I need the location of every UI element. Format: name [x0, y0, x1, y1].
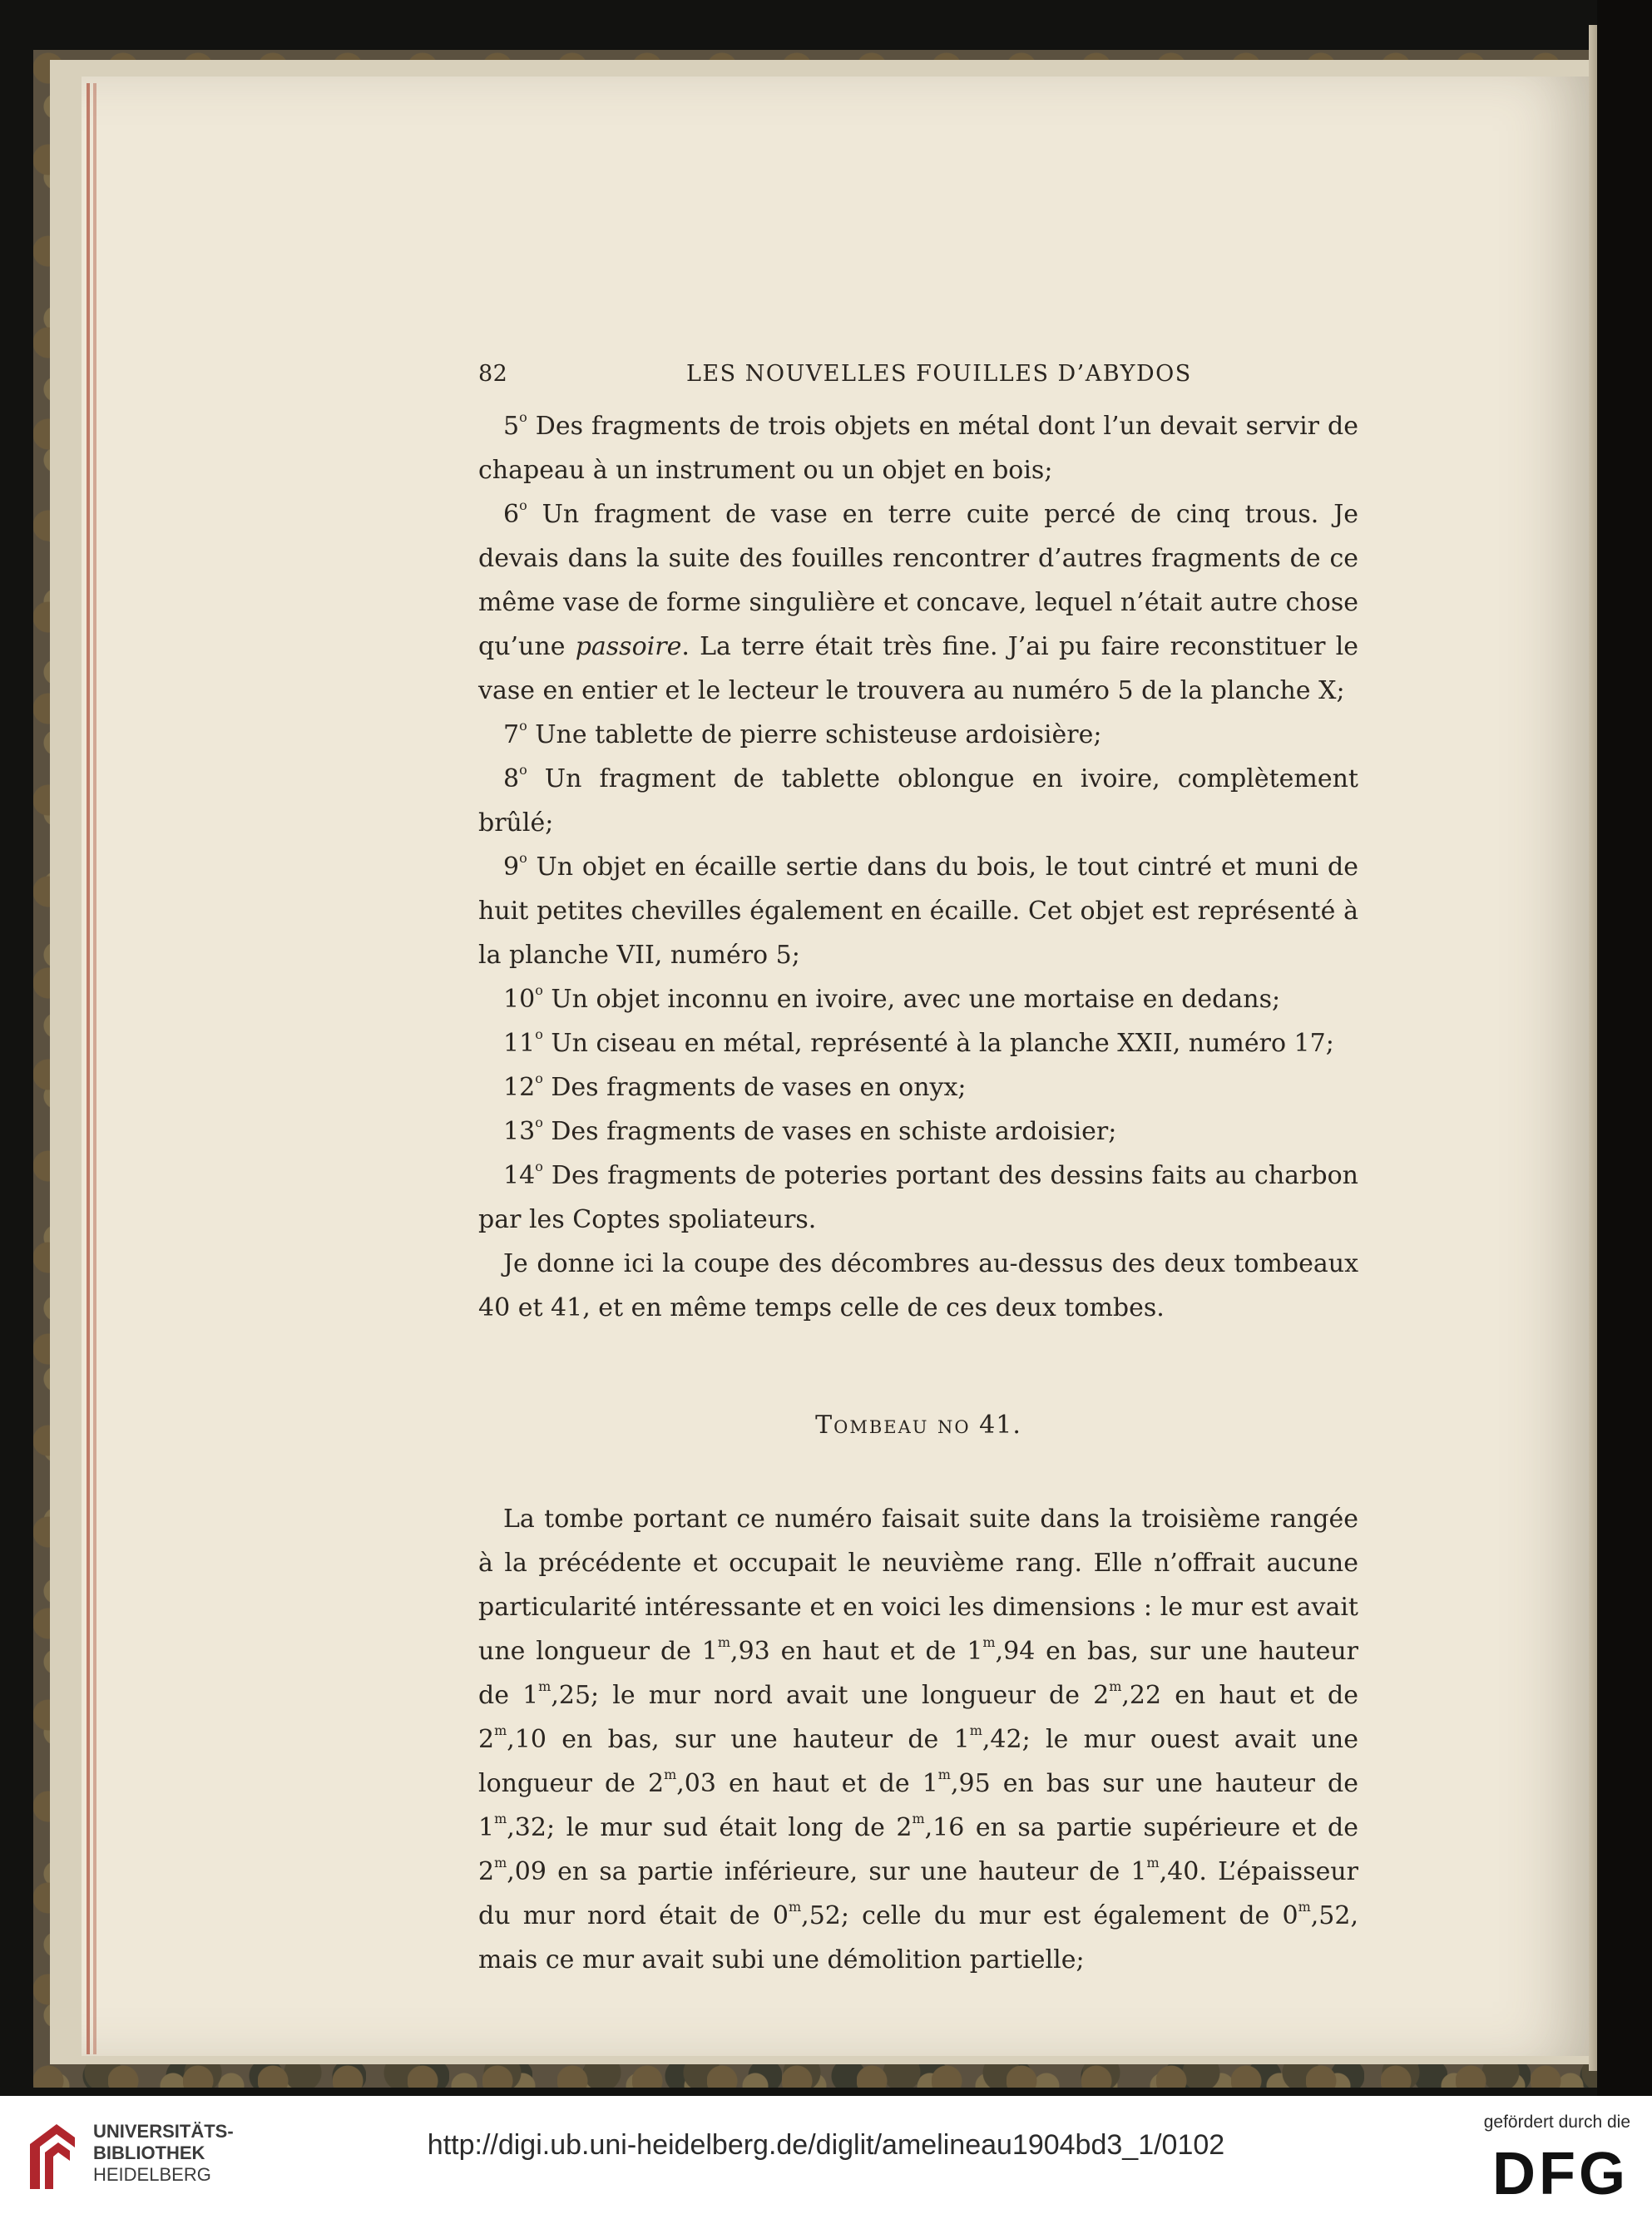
degree-mark: o	[519, 718, 527, 734]
metre-mark: m	[1109, 1678, 1122, 1694]
paragraph-text: ,16 en sa partie supérieure et de 2	[478, 1813, 1358, 1886]
list-item-text: Un objet en écaille sertie dans du bois, le tout cintré et muni de huit petites chevilles également en écaille. Cet objet est représenté à la planche VII, numéro 5;	[478, 852, 1358, 970]
paragraph-text: ,52, mais ce mur avait subi une démolition partielle;	[478, 1901, 1358, 1974]
paragraph-text: ,03 en haut et de 1	[676, 1769, 938, 1798]
page-edge-rule	[87, 83, 90, 2054]
list-item	[478, 977, 1358, 1021]
degree-mark: o	[519, 409, 527, 425]
list-item-ordinal: 13	[503, 1117, 536, 1146]
library-name-line: BIBLIOTHEK	[93, 2142, 205, 2163]
list-item	[478, 1109, 1358, 1154]
paragraph-text: ,10 en bas, sur une hauteur de 1	[507, 1725, 970, 1754]
paragraph-text: ,93 en haut et de 1	[730, 1637, 983, 1666]
metre-mark: m	[538, 1678, 551, 1694]
section-heading	[478, 1403, 1358, 1447]
metre-mark: m	[937, 1767, 951, 1782]
list-item-text: Un fragment de vase en terre cuite percé de cinq trous. Je devais dans la suite des fouilles rencontrer d’autres fragments de ce même vase de forme singulière et concave, lequel n’était autre chose qu’une	[478, 500, 1358, 661]
enumerated-list	[478, 404, 1358, 1242]
list-item-text: . La terre était très fine. J’ai pu faire reconstituer le vase en entier et le lecteur le trouvera au numéro 5 de la planche X;	[478, 632, 1359, 705]
list-item	[478, 713, 1358, 757]
list-item-ordinal: 9	[503, 852, 520, 882]
paragraph-text: La tombe portant ce numéro faisait suite dans la troisième rangée à la précédente et occupait le neuvième rang. Elle n’offrait aucune particularité intéressante et en voici les dimensions : le mur est avait une longueur de 1	[478, 1505, 1358, 1666]
list-item-ordinal: 8	[503, 764, 520, 793]
tomb-description-paragraph	[478, 1497, 1358, 1982]
metre-mark: m	[912, 1811, 925, 1826]
metre-mark: m	[494, 1722, 507, 1738]
list-item-ordinal: 7	[503, 720, 520, 749]
list-item-ordinal: 10	[503, 985, 536, 1014]
metre-mark: m	[1298, 1899, 1311, 1915]
metre-mark: m	[664, 1767, 677, 1782]
metre-mark: m	[1146, 1855, 1160, 1871]
metre-mark: m	[788, 1899, 802, 1915]
degree-mark: o	[535, 1070, 543, 1086]
paragraph-text: ,40. L’épaisseur du mur nord était de 0	[478, 1857, 1359, 1930]
paragraph-text: ,94 en bas, sur une hauteur de 1	[478, 1637, 1359, 1710]
running-title: LES NOUVELLES FOUILLES D’ABYDOS	[686, 361, 1192, 387]
list-item-ordinal: 11	[503, 1029, 536, 1058]
paragraph-text: ,52; celle du mur est également de 0	[801, 1901, 1298, 1930]
metre-mark: m	[717, 1634, 731, 1650]
degree-mark: o	[519, 850, 527, 866]
list-item	[478, 492, 1358, 713]
list-item	[478, 845, 1358, 977]
list-item	[478, 1065, 1358, 1109]
degree-mark: o	[535, 982, 543, 998]
degree-mark: o	[535, 1114, 543, 1130]
list-item-text: Un fragment de tablette oblongue en ivoire, complètement brûlé;	[478, 764, 1358, 838]
page-edge-rule	[93, 83, 96, 2054]
degree-mark: o	[519, 762, 527, 778]
footer-bar	[0, 2096, 1652, 2214]
list-item-ordinal: 14	[503, 1161, 536, 1190]
library-name-line: UNIVERSITÄTS-	[93, 2121, 234, 2142]
italic-term: passoire	[575, 632, 682, 661]
list-item-text: Un ciseau en métal, représenté à la planche XXII, numéro 17;	[542, 1029, 1334, 1058]
running-head	[478, 361, 1318, 394]
list-item-text: Des fragments de vases en onyx;	[542, 1073, 967, 1102]
paragraph-text: ,09 en sa partie inférieure, sur une hauteur de 1	[507, 1857, 1147, 1886]
closing-paragraph: Je donne ici la coupe des décombres au-dessus des deux tombeaux 40 et 41, et en même temps celle de ces deux tombes.	[478, 1249, 1358, 1322]
list-item-ordinal: 5	[503, 412, 520, 441]
metre-mark: m	[494, 1811, 507, 1826]
list-item	[478, 1154, 1358, 1242]
list-item	[478, 404, 1358, 492]
list-item	[478, 757, 1358, 845]
paragraph-text: ,25; le mur nord avait une longueur de 2	[551, 1681, 1110, 1710]
dfg-caption: gefördert durch die	[1483, 2113, 1630, 2132]
list-item-text: Une tablette de pierre schisteuse ardoisière;	[527, 720, 1102, 749]
paragraph-text: ,95 en bas sur une hauteur de 1	[478, 1769, 1359, 1842]
list-item	[478, 1021, 1358, 1065]
degree-mark: o	[519, 497, 527, 513]
metre-mark: m	[494, 1855, 507, 1871]
list-item-ordinal: 6	[503, 500, 520, 529]
paragraph-text: ,22 en haut et de 2	[478, 1681, 1358, 1754]
metre-mark: m	[969, 1722, 982, 1738]
list-item-text: Un objet inconnu en ivoire, avec une mortaise en dedans;	[542, 985, 1281, 1014]
section-heading-number: 41.	[979, 1411, 1021, 1440]
body-text	[478, 404, 1358, 1982]
list-item-ordinal: 12	[503, 1073, 536, 1102]
dfg-logo: DFG	[1492, 2141, 1629, 2207]
metre-mark: m	[982, 1634, 996, 1650]
page-number: 82	[478, 361, 508, 387]
list-item-text: Des fragments de vases en schiste ardoisier;	[542, 1117, 1117, 1146]
scan-border	[1597, 0, 1652, 2096]
degree-mark: o	[535, 1026, 543, 1042]
document-url[interactable]: http://digi.ub.uni-heidelberg.de/diglit/amelineau1904bd3_1/0102	[427, 2129, 1225, 2161]
paragraph-text: ,32; le mur sud était long de 2	[507, 1813, 913, 1842]
list-item-text: Des fragments de poteries portant des dessins faits au charbon par les Coptes spoliateurs.	[478, 1161, 1358, 1234]
degree-mark: o	[535, 1159, 543, 1174]
list-item-text: Des fragments de trois objets en métal dont l’un devait servir de chapeau à un instrument ou un objet en bois;	[478, 412, 1358, 485]
paragraph-text: ,42; le mur ouest avait une longueur de 2	[478, 1725, 1358, 1798]
section-heading-word: Tombeau	[815, 1411, 929, 1440]
section-heading-no: no	[937, 1411, 971, 1440]
library-name-line: HEIDELBERG	[93, 2164, 211, 2185]
